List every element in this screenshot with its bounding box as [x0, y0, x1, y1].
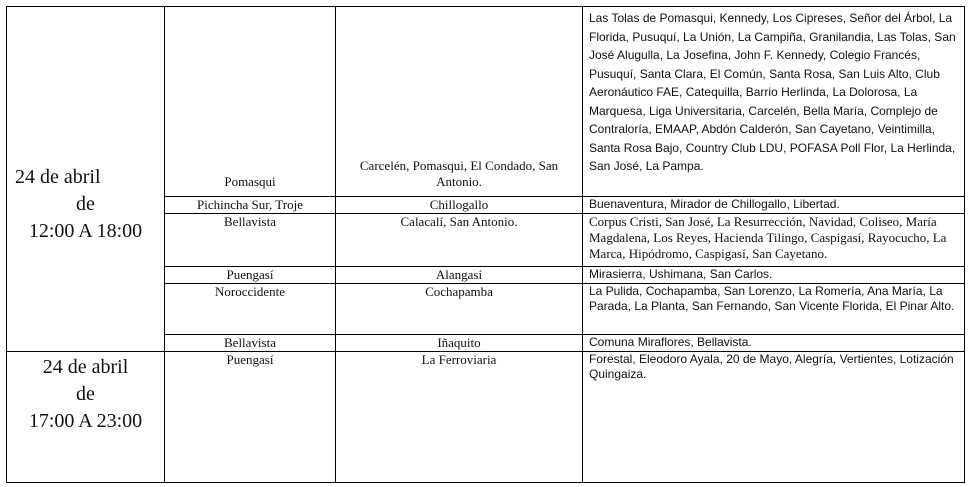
schedule-date-cell	[7, 352, 165, 483]
parish-cell: Carcelén, Pomasqui, El Condado, San Antonio.	[336, 7, 583, 197]
neighborhoods-cell: Buenaventura, Mirador de Chillogallo, Libertad.	[583, 196, 965, 213]
parish-cell: Cochapamba	[336, 284, 583, 335]
zone-cell: Pomasqui	[165, 7, 336, 197]
neighborhoods-cell: Forestal, Eleodoro Ayala, 20 de Mayo, Alegría, Vertientes, Lotización Quingaiza.	[583, 352, 965, 483]
table-row	[7, 352, 965, 483]
date-label: 24 de abril	[15, 165, 101, 188]
zone-cell: Puengasí	[165, 352, 336, 483]
parish-cell: La Ferroviaria	[336, 352, 583, 483]
zone-cell: Noroccidente	[165, 284, 336, 335]
date-connector: de	[76, 383, 95, 406]
neighborhoods-cell: La Pulida, Cochapamba, San Lorenzo, La Romería, Ana María, La Parada, La Planta, San Fernando, San Vicente Florida, El Pinar Alto.	[583, 284, 965, 335]
zone-cell: Bellavista	[165, 213, 336, 266]
zone-cell: Bellavista	[165, 335, 336, 352]
parish-cell: Alangasí	[336, 266, 583, 283]
time-range: 17:00 A 23:00	[28, 410, 143, 433]
parish-cell: Iñaquito	[336, 335, 583, 352]
time-range: 12:00 A 18:00	[28, 219, 143, 242]
zone-cell: Pichincha Sur, Troje	[165, 196, 336, 213]
neighborhoods-cell: Las Tolas de Pomasqui, Kennedy, Los Cipreses, Señor del Árbol, La Florida, Pusuquí, La Unión, La Campiña, Granilandia, Las Tolas, San José Alugulla, La Josefina, John F. Kennedy, Colegio Francés, Pusuquí, Santa Clara, El Común, Santa Rosa, San Luis Alto, Club Aeronáutico FAE, Catequilla, Barrio Herlinda, La Dolorosa, La Marquesa, Liga Universitaria, Carcelén, Bella María, Complejo de Contraloría, EMAAP, Abdón Calderón, San Cayetano, Veintimilla, Santa Rosa Bajo, Country Club LDU, POFASA Poll Flor, La Herlinda, San José, La Pampa.	[583, 7, 965, 197]
neighborhoods-cell: Mirasierra, Ushimana, San Carlos.	[583, 266, 965, 283]
parish-cell: Chillogallo	[336, 196, 583, 213]
schedule-date-cell	[7, 7, 165, 352]
zone-cell: Puengasí	[165, 266, 336, 283]
outage-schedule-table	[6, 6, 965, 483]
date-connector: de	[76, 192, 95, 215]
table-row	[7, 7, 965, 197]
neighborhoods-cell: Corpus Cristi, San José, La Resurrección, Navidad, Coliseo, María Magdalena, Los Reyes, Hacienda Tilingo, Caspigasí, Rayocucho, La Marca, Hipódromo, Caspigasí, San Cayetano.	[583, 213, 965, 266]
parish-cell: Calacalí, San Antonio.	[336, 213, 583, 266]
neighborhoods-cell: Comuna Miraflores, Bellavista.	[583, 335, 965, 352]
date-label: 24 de abril	[42, 356, 129, 379]
